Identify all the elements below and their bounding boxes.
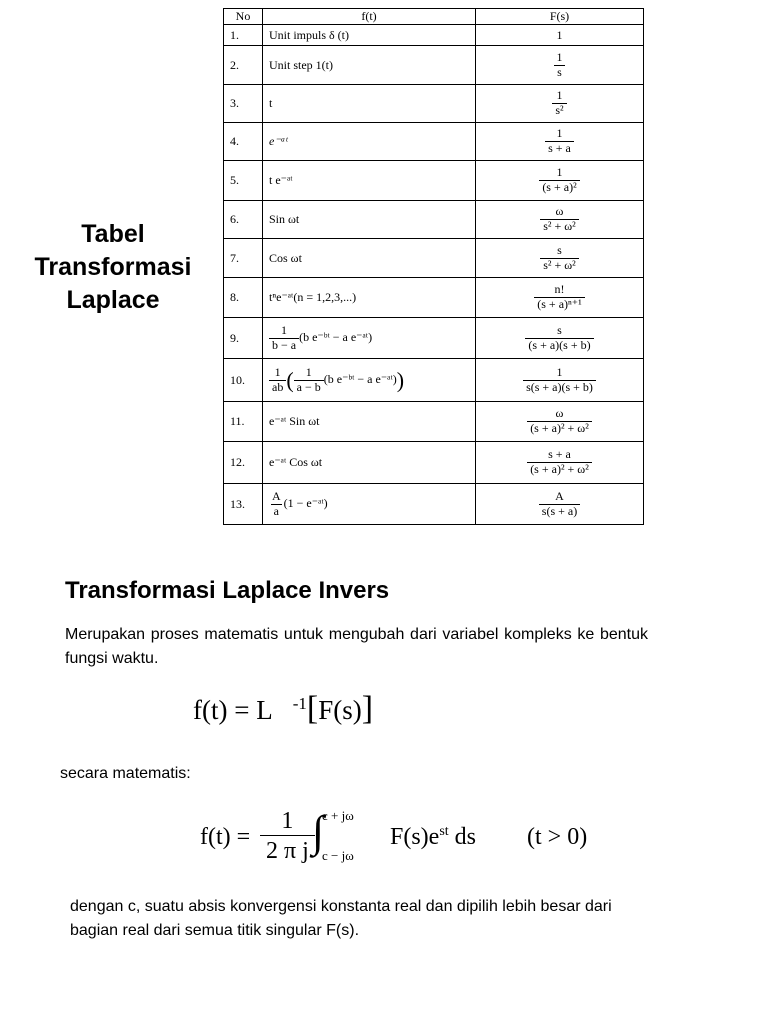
row-ft	[263, 484, 476, 525]
row-no: 11.	[224, 402, 263, 442]
row-no: 10.	[224, 359, 263, 402]
eq1-lhs: f(t) = L	[193, 695, 273, 725]
row-ft: t	[263, 85, 476, 123]
ft-den: a	[271, 504, 282, 519]
ft-num: A	[272, 488, 281, 503]
eq2-fraction	[260, 808, 315, 865]
secara-label: secara matematis:	[60, 765, 191, 782]
table-row	[224, 239, 644, 278]
row-ft: Unit step 1(t)	[263, 46, 476, 85]
row-fs	[476, 201, 644, 239]
table-row	[224, 402, 644, 442]
row-fs: 1	[476, 25, 644, 46]
table-row	[224, 278, 644, 318]
row-fs	[476, 484, 644, 525]
fs-den: s(s + a)(s + b)	[523, 380, 596, 395]
fs-num: ω	[555, 204, 564, 219]
row-no: 12.	[224, 442, 263, 484]
eq2-frac-den: 2 π j	[260, 835, 315, 865]
fs-num: s	[557, 242, 562, 257]
side-title	[18, 218, 208, 317]
table-row	[224, 25, 644, 46]
row-no: 5.	[224, 161, 263, 201]
row-fs	[476, 278, 644, 318]
fs-num: 1	[556, 165, 563, 180]
row-fs	[476, 239, 644, 278]
row-fs	[476, 161, 644, 201]
fs-num: 1	[556, 88, 563, 103]
ft-tail: (b e⁻ᵇᵗ − a e⁻ᵃᵗ)	[299, 329, 373, 344]
fs-num: ω	[555, 406, 564, 421]
eq2-exp: st	[439, 824, 449, 839]
eq2-ds: ds	[448, 824, 477, 850]
row-no: 8.	[224, 278, 263, 318]
header-ft: f(t)	[263, 9, 476, 25]
fs-den: (s + a)² + ω²	[527, 421, 592, 436]
eq2-upper-limit: c + jω	[322, 808, 354, 823]
table-row	[224, 442, 644, 484]
fs-den: s²	[552, 103, 566, 118]
fs-num: 1	[556, 364, 563, 379]
fs-den: (s + a)² + ω²	[527, 462, 592, 477]
fs-den: s(s + a)	[539, 504, 580, 519]
fs-den: (s + a)(s + b)	[525, 338, 593, 353]
ft-den: b − a	[269, 338, 299, 353]
ft-tail: (b e⁻ᵇᵗ − a e⁻ᵃᵗ)	[323, 371, 397, 386]
header-fs: F(s)	[476, 9, 644, 25]
fs-den: s² + ω²	[540, 219, 579, 234]
section-paragraph: Merupakan proses matematis untuk mengubah dari variabel kompleks ke bentuk fungsi waktu.	[65, 626, 648, 667]
fs-den: (s + a)ⁿ⁺¹	[534, 297, 584, 312]
row-ft: $\frac{1}{ab}$ ( $\frac{1}{a - b}$ (b e⁻ᵇᵗ − a e⁻ᵃᵗ))	[263, 359, 476, 402]
table-row	[224, 201, 644, 239]
row-no: 2.	[224, 46, 263, 85]
fs-den: s	[554, 65, 565, 80]
ft-num: 1	[281, 322, 288, 337]
table-row	[224, 359, 644, 402]
row-no: 6.	[224, 201, 263, 239]
row-fs	[476, 85, 644, 123]
row-ft	[263, 318, 476, 359]
row-no: 4.	[224, 123, 263, 161]
side-title-line: Transformasi	[34, 253, 192, 281]
note-paragraph: dengan c, suatu absis konvergensi konstanta real dan dipilih lebih besar dari bagian real dari semua titik singular F(s).	[70, 898, 612, 939]
section-title: Transformasi Laplace Invers	[65, 577, 390, 604]
row-no: 1.	[224, 25, 263, 46]
row-no: 9.	[224, 318, 263, 359]
laplace-table	[223, 8, 644, 525]
header-no: No	[224, 9, 263, 25]
inverse-integral-equation	[200, 808, 620, 868]
table-row	[224, 85, 644, 123]
ft-pre-den: ab	[269, 380, 286, 395]
table-row	[224, 318, 644, 359]
table-header-row	[224, 9, 644, 25]
eq2-lhs: f(t) =	[200, 824, 251, 850]
fs-den: (s + a)²	[539, 180, 579, 195]
integral-sign: ∫	[312, 807, 325, 856]
row-ft: Cos ωt	[263, 239, 476, 278]
ft-pre-num: 1	[274, 364, 281, 379]
side-title-line: Tabel	[81, 220, 145, 248]
row-ft: e⁻ᵃᵗ Sin ωt	[263, 402, 476, 442]
row-no: 3.	[224, 85, 263, 123]
row-fs	[476, 359, 644, 402]
eq1-bracket-open: [	[306, 690, 319, 727]
eq2-frac-num: 1	[281, 808, 294, 834]
fs-den: s + a	[545, 141, 574, 156]
row-no: 13.	[224, 484, 263, 525]
fs-num: A	[555, 488, 564, 503]
eq1-arg: F(s)	[318, 695, 362, 725]
row-ft: Sin ωt	[263, 201, 476, 239]
ft-num: 1	[305, 364, 312, 379]
eq2-body: F(s)e	[390, 824, 440, 850]
fs-num: 1	[556, 126, 563, 141]
row-fs	[476, 318, 644, 359]
table-row	[224, 123, 644, 161]
row-ft: e⁻ᵃᵗ Cos ωt	[263, 442, 476, 484]
row-fs	[476, 442, 644, 484]
eq1-bracket-close: ]	[361, 690, 374, 727]
eq2-condition: (t > 0)	[527, 824, 588, 850]
table-row	[224, 46, 644, 85]
row-ft: tⁿe⁻ᵃᵗ(n = 1,2,3,...)	[263, 278, 476, 318]
row-ft: Unit impuls δ (t)	[263, 25, 476, 46]
fs-num: s + a	[548, 447, 571, 462]
inverse-laplace-equation	[193, 690, 373, 728]
eq1-inverse-exponent: -1	[292, 694, 307, 713]
row-fs	[476, 46, 644, 85]
row-no: 7.	[224, 239, 263, 278]
row-ft: e⁻ᵃᵗ	[263, 123, 476, 161]
side-title-line: Laplace	[66, 286, 160, 314]
fs-num: n!	[554, 282, 565, 297]
fs-den: s² + ω²	[540, 258, 579, 273]
fs-num: s	[557, 322, 562, 337]
ft-den: a − b	[294, 380, 324, 395]
table-row	[224, 484, 644, 525]
row-fs	[476, 402, 644, 442]
fs-num: 1	[556, 49, 563, 64]
row-ft: t e⁻ᵃᵗ	[263, 161, 476, 201]
row-fs	[476, 123, 644, 161]
ft-tail: (1 − e⁻ᵃᵗ)	[283, 495, 328, 510]
eq2-lower-limit: c − jω	[322, 848, 354, 863]
eq2-integrand	[390, 824, 476, 851]
table-row	[224, 161, 644, 201]
